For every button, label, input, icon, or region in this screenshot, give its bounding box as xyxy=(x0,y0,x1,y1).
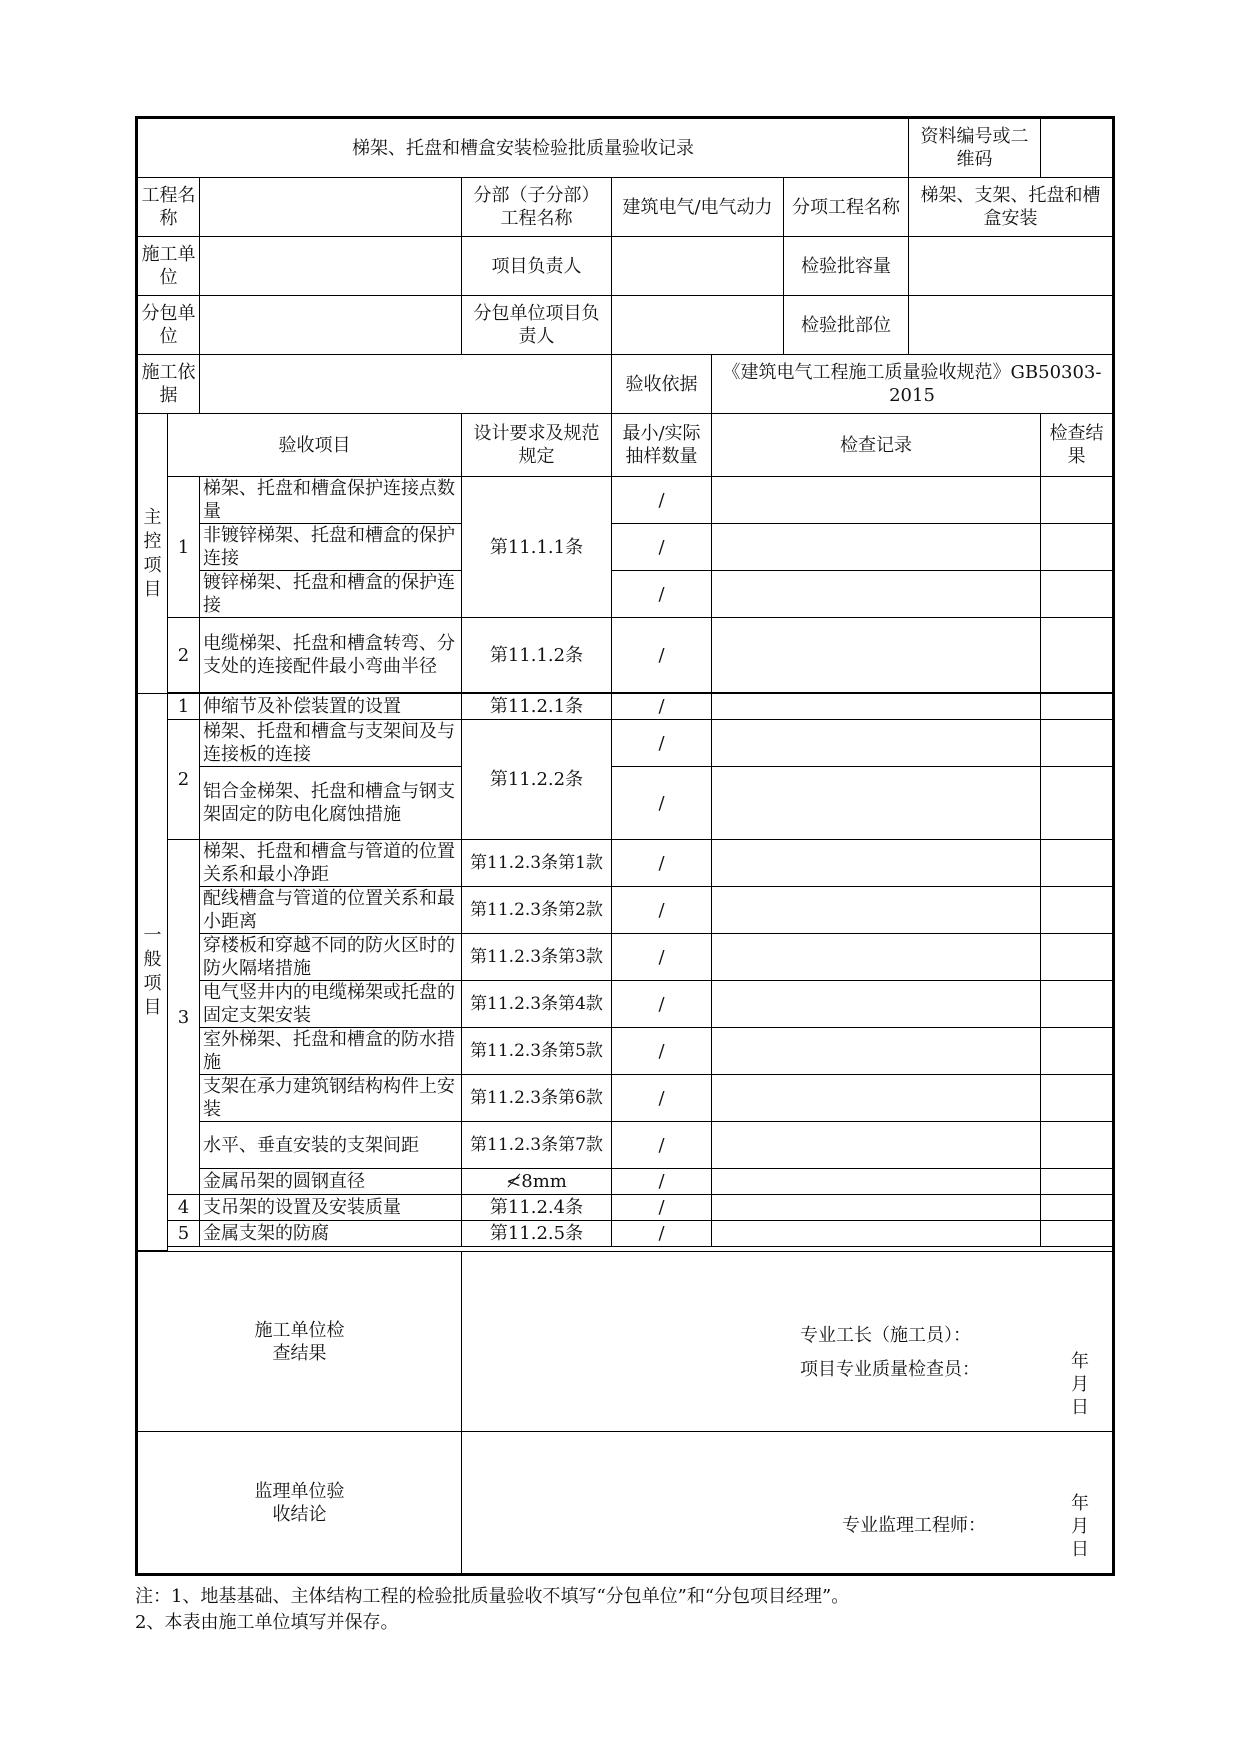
inspection-record-table xyxy=(135,116,1115,1576)
supervisor-date xyxy=(1066,1492,1112,1561)
capacity-label: 检验批容量 xyxy=(784,237,909,296)
constructor-date-year: 年 xyxy=(1071,1351,1089,1372)
supervisor-date-day: 日 xyxy=(1071,1539,1089,1560)
general-g3-item-8: 金属吊架的圆钢直径 xyxy=(200,1169,462,1195)
main-g1-sample-1[interactable]: / xyxy=(612,477,712,524)
doc-no-label: 资料编号或二维码 xyxy=(909,118,1041,178)
subdivision-value[interactable]: 建筑电气/电气动力 xyxy=(612,178,784,237)
supervisor-conclusion-label xyxy=(137,1432,462,1575)
general-label xyxy=(137,694,168,1251)
general-g3-spec-1: 第11.2.3条第1款 xyxy=(462,840,612,887)
general-g3-spec-3: 第11.2.3条第3款 xyxy=(462,934,612,981)
general-r5-no: 5 xyxy=(168,1221,200,1247)
general-g3-record-2[interactable] xyxy=(712,887,1041,934)
inspector-signature-label: 项目专业质量检查员： xyxy=(800,1359,980,1380)
general-g3-result-5[interactable] xyxy=(1041,1028,1114,1075)
general-g3-result-2[interactable] xyxy=(1041,887,1114,934)
general-r1-record[interactable] xyxy=(712,694,1041,720)
general-g2-result-2[interactable] xyxy=(1041,767,1114,840)
general-g2-sample-1[interactable]: / xyxy=(612,720,712,767)
main-g1-sample-3[interactable]: / xyxy=(612,571,712,618)
subdivision-label: 分部（子分部）工程名称 xyxy=(462,178,612,237)
manager-label: 项目负责人 xyxy=(462,237,612,296)
manager-value[interactable] xyxy=(612,237,784,296)
subcontractor-value[interactable] xyxy=(200,296,462,355)
general-g2-item-1: 梯架、托盘和槽盒与支架间及与连接板的连接 xyxy=(200,720,462,767)
main-g1-no: 1 xyxy=(168,477,200,618)
general-r1-item: 伸缩节及补偿装置的设置 xyxy=(200,694,462,720)
note-2: 2、本表由施工单位填写并保存。 xyxy=(135,1612,399,1633)
general-g3-record-5[interactable] xyxy=(712,1028,1041,1075)
main-g2-spec: 第11.1.2条 xyxy=(462,618,612,693)
main-g1-sample-2[interactable]: / xyxy=(612,524,712,571)
main-g2-item: 电缆梯架、托盘和槽盒转弯、分支处的连接配件最小弯曲半径 xyxy=(200,618,462,693)
general-g3-item-5: 室外梯架、托盘和槽盒的防水措施 xyxy=(200,1028,462,1075)
general-g3-result-3[interactable] xyxy=(1041,934,1114,981)
acceptance-basis-value: 《建筑电气工程施工质量验收规范》GB50303-2015 xyxy=(712,355,1114,414)
main-g1-spec: 第11.1.1条 xyxy=(462,477,612,618)
general-g3-record-8[interactable] xyxy=(712,1169,1041,1195)
main-g1-item-1: 梯架、托盘和槽盒保护连接点数量 xyxy=(200,477,462,524)
general-g3-result-8[interactable] xyxy=(1041,1169,1114,1195)
foreman-signature-label: 专业工长（施工员）： xyxy=(800,1325,971,1346)
general-r1-result[interactable] xyxy=(1041,694,1114,720)
main-control-label xyxy=(137,414,168,694)
main-g1-item-2: 非镀锌梯架、托盘和槽盒的保护连接 xyxy=(200,524,462,571)
general-g3-record-1[interactable] xyxy=(712,840,1041,887)
supervisor-date-year: 年 xyxy=(1071,1493,1089,1514)
main-g2-result[interactable] xyxy=(1041,618,1114,693)
general-g3-item-6: 支架在承力建筑钢结构构件上安装 xyxy=(200,1075,462,1122)
sub-manager-label: 分包单位项目负责人 xyxy=(462,296,612,355)
general-r4-sample[interactable]: / xyxy=(612,1195,712,1221)
note-1: 注：1、地基基础、主体结构工程的检验批质量验收不填写“分包单位”和“分包项目经理”。 xyxy=(135,1586,850,1607)
general-r5-record[interactable] xyxy=(712,1221,1041,1247)
general-g3-spec-6: 第11.2.3条第6款 xyxy=(462,1075,612,1122)
general-g3-item-3: 穿楼板和穿越不同的防火区时的防火隔堵措施 xyxy=(200,934,462,981)
column-design: 设计要求及规范规定 xyxy=(462,414,612,477)
general-r1-spec: 第11.2.1条 xyxy=(462,694,612,720)
general-g3-record-4[interactable] xyxy=(712,981,1041,1028)
constructor-date xyxy=(1066,1350,1112,1419)
basis-label: 施工依据 xyxy=(137,355,200,414)
general-g3-sample-6[interactable]: / xyxy=(612,1075,712,1122)
project-name-label: 工程名称 xyxy=(137,178,200,237)
general-g2-spec: 第11.2.2条 xyxy=(462,720,612,840)
basis-value[interactable] xyxy=(200,355,612,414)
column-item: 验收项目 xyxy=(168,414,462,477)
general-label-text: 一般项目 xyxy=(143,925,162,1018)
general-g2-item-2: 铝合金梯架、托盘和槽盒与钢支架固定的防电化腐蚀措施 xyxy=(200,767,462,840)
general-g3-item-2: 配线槽盒与管道的位置关系和最小距离 xyxy=(200,887,462,934)
sub-manager-value[interactable] xyxy=(612,296,784,355)
item-project-label: 分项工程名称 xyxy=(784,178,909,237)
supervisor-conclusion-label-text: 监理单位验收结论 xyxy=(254,1480,345,1525)
constructor-result-label-text: 施工单位检查结果 xyxy=(254,1319,345,1364)
general-g3-result-6[interactable] xyxy=(1041,1075,1114,1122)
general-g3-sample-7[interactable]: / xyxy=(612,1122,712,1169)
main-g1-record-1[interactable] xyxy=(712,477,1041,524)
general-r4-result[interactable] xyxy=(1041,1195,1114,1221)
general-g2-record-1[interactable] xyxy=(712,720,1041,767)
location-value[interactable] xyxy=(909,296,1114,355)
general-g3-spec-4: 第11.2.3条第4款 xyxy=(462,981,612,1028)
notes xyxy=(135,1584,1135,1636)
general-g3-result-4[interactable] xyxy=(1041,981,1114,1028)
general-g3-sample-2[interactable]: / xyxy=(612,887,712,934)
general-g3-result-1[interactable] xyxy=(1041,840,1114,887)
general-r1-no: 1 xyxy=(168,694,200,720)
subcontractor-label: 分包单位 xyxy=(137,296,200,355)
constructor-value[interactable] xyxy=(200,237,462,296)
main-g1-record-2[interactable] xyxy=(712,524,1041,571)
general-r4-spec: 第11.2.4条 xyxy=(462,1195,612,1221)
general-g3-no: 3 xyxy=(168,840,200,1195)
doc-no-value[interactable] xyxy=(1041,118,1114,178)
column-result: 检查结果 xyxy=(1041,414,1114,477)
general-g3-sample-5[interactable]: / xyxy=(612,1028,712,1075)
main-g2-sample[interactable]: / xyxy=(612,618,712,693)
general-g2-no: 2 xyxy=(168,720,200,840)
main-g2-record[interactable] xyxy=(712,618,1041,693)
main-g1-result-3[interactable] xyxy=(1041,571,1114,618)
general-g3-spec-5: 第11.2.3条第5款 xyxy=(462,1028,612,1075)
location-label: 检验批部位 xyxy=(784,296,909,355)
general-g3-sample-8[interactable]: / xyxy=(612,1169,712,1195)
column-record: 检查记录 xyxy=(712,414,1041,477)
main-g1-result-1[interactable] xyxy=(1041,477,1114,524)
main-control-label-text: 主控项目 xyxy=(143,506,162,600)
supervisor-engineer-signature-label: 专业监理工程师： xyxy=(842,1515,986,1536)
general-r5-sample[interactable]: / xyxy=(612,1221,712,1247)
general-g3-record-6[interactable] xyxy=(712,1075,1041,1122)
general-g3-item-1: 梯架、托盘和槽盒与管道的位置关系和最小净距 xyxy=(200,840,462,887)
constructor-label: 施工单位 xyxy=(137,237,200,296)
general-g2-sample-2[interactable]: / xyxy=(612,767,712,840)
general-g3-item-7: 水平、垂直安装的支架间距 xyxy=(200,1122,462,1169)
constructor-date-month: 月 xyxy=(1071,1374,1089,1395)
column-sample: 最小/实际抽样数量 xyxy=(612,414,712,477)
form-title: 梯架、托盘和槽盒安装检验批质量验收记录 xyxy=(137,118,909,178)
general-g3-item-4: 电气竖井内的电缆梯架或托盘的固定支架安装 xyxy=(200,981,462,1028)
general-g3-record-3[interactable] xyxy=(712,934,1041,981)
main-g1-record-3[interactable] xyxy=(712,571,1041,618)
item-project-value[interactable]: 梯架、支架、托盘和槽盒安装 xyxy=(909,178,1114,237)
general-g3-sample-3[interactable]: / xyxy=(612,934,712,981)
general-r1-sample[interactable]: / xyxy=(612,694,712,720)
supervisor-conclusion-area[interactable] xyxy=(462,1432,1114,1575)
general-r5-item: 金属支架的防腐 xyxy=(200,1221,462,1247)
general-g3-sample-4[interactable]: / xyxy=(612,981,712,1028)
constructor-date-day: 日 xyxy=(1071,1397,1089,1418)
general-g3-spec-8: ≮8mm xyxy=(462,1169,612,1195)
acceptance-basis-label: 验收依据 xyxy=(612,355,712,414)
general-r4-no: 4 xyxy=(168,1195,200,1221)
general-r5-spec: 第11.2.5条 xyxy=(462,1221,612,1247)
project-name-value[interactable] xyxy=(200,178,462,237)
general-g2-record-2[interactable] xyxy=(712,767,1041,840)
constructor-result-label xyxy=(137,1252,462,1432)
main-g1-result-2[interactable] xyxy=(1041,524,1114,571)
general-g3-spec-7: 第11.2.3条第7款 xyxy=(462,1122,612,1169)
capacity-value[interactable] xyxy=(909,237,1114,296)
general-r5-result[interactable] xyxy=(1041,1221,1114,1247)
general-g3-record-7[interactable] xyxy=(712,1122,1041,1169)
general-g3-result-7[interactable] xyxy=(1041,1122,1114,1169)
general-r4-record[interactable] xyxy=(712,1195,1041,1221)
general-g3-sample-1[interactable]: / xyxy=(612,840,712,887)
constructor-result-area[interactable] xyxy=(462,1252,1114,1432)
supervisor-date-month: 月 xyxy=(1071,1516,1089,1537)
main-g2-no: 2 xyxy=(168,618,200,693)
general-r4-item: 支吊架的设置及安装质量 xyxy=(200,1195,462,1221)
general-g2-result-1[interactable] xyxy=(1041,720,1114,767)
general-g3-spec-2: 第11.2.3条第2款 xyxy=(462,887,612,934)
main-g1-item-3: 镀锌梯架、托盘和槽盒的保护连接 xyxy=(200,571,462,618)
